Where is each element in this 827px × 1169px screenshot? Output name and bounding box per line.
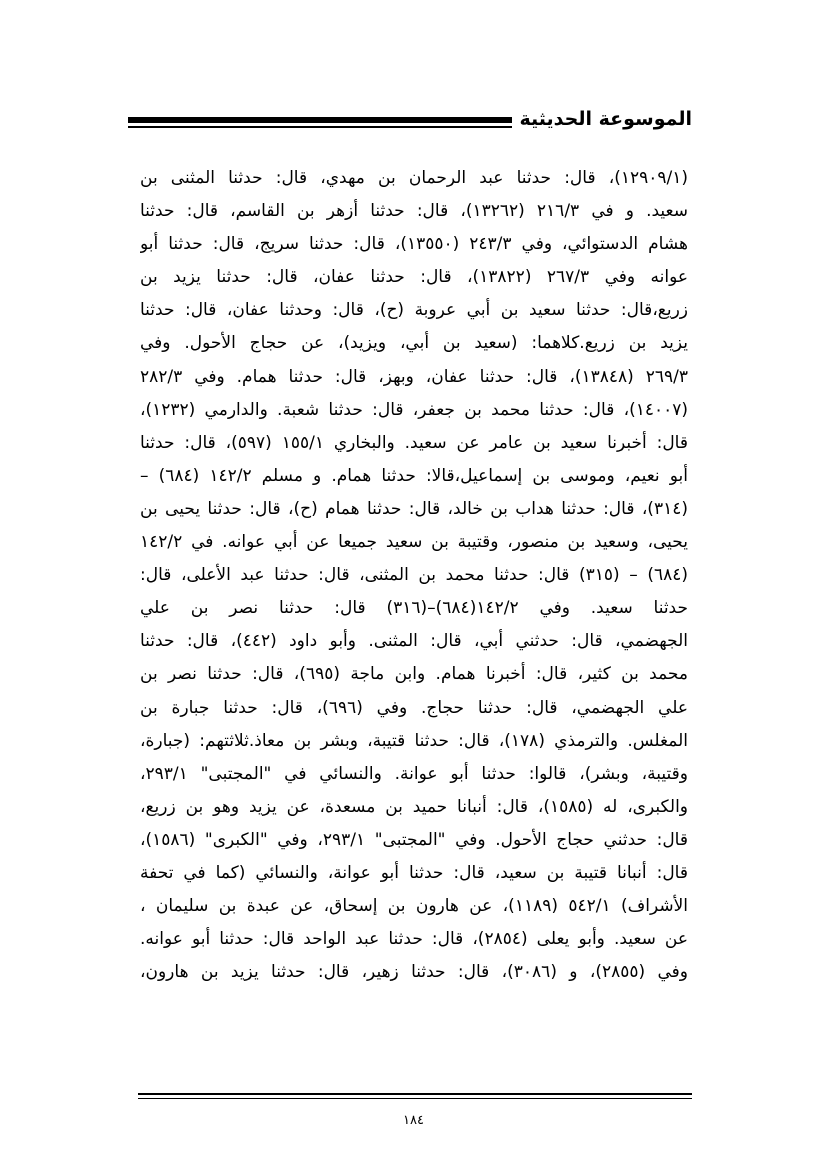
text-line: (٦٨٤) – (٣١٥) قال: حدثنا محمد بن المثنى، قال: حدثنا عبد الأعلى، قال: (140, 565, 688, 586)
text-line: عوانه وفي ٢٦٧/٣ (١٣٨٢٢)، قال: حدثنا عفان، قال: حدثنا يزيد بن (140, 267, 688, 288)
text-line: ٢٦٩/٣ (١٣٨٤٨)، قال: حدثنا عفان، وبهز، قال: حدثنا همام. وفي ٢٨٢/٣ (140, 366, 688, 387)
text-line: قال: حدثني حجاج الأحول. وفي "المجتبى" ٢٩٣/١، وفي "الكبرى" (١٥٨٦)، (140, 829, 688, 850)
page-number: ١٨٤ (403, 1113, 424, 1128)
text-line: قال: أخبرنا سعيد بن عامر عن سعيد. والبخاري ١٥٥/١ (٥٩٧)، قال: حدثنا (140, 432, 688, 453)
text-line: والكبرى، له (١٥٨٥)، قال: أنبانا حميد بن مسعدة، عن يزيد وهو بن زريع، (140, 796, 688, 817)
body-text (140, 162, 688, 989)
text-line: عن سعيد. وأبو يعلى (٢٨٥٤)، قال: حدثنا عبد الواحد قال: حدثنا أبو عوانه. (140, 929, 688, 950)
text-line: يزيد بن زريع.كلاهما: (سعيد بن أبي، ويزيد)، عن حجاج الأحول. وفي (140, 333, 688, 354)
text-line: الأشراف) ٥٤٢/١ (١١٨٩)، عن هارون بن إسحاق، عن عبدة بن سليمان ، (140, 896, 688, 917)
text-line: وفي (٢٨٥٥)، و (٣٠٨٦)، قال: حدثنا زهير، قال: حدثنا يزيد بن هارون، (140, 962, 688, 983)
footer-rule-thin (138, 1098, 692, 1099)
page-header (128, 104, 698, 134)
text-line: محمد بن كثير، قال: أخبرنا همام. وابن ماجة (٦٩٥)، قال: حدثنا نصر بن (140, 664, 688, 685)
text-line: أبو نعيم، وموسى بن إسماعيل،قالا: حدثنا همام. و مسلم ١٤٢/٢ (٦٨٤) – (140, 465, 688, 486)
header-title: الموسوعة الحديثية (519, 108, 692, 130)
text-line: (١٤٠٠٧)، قال: حدثنا محمد بن جعفر، قال: حدثنا شعبة. والدارمي (١٢٣٢)، (140, 399, 688, 420)
footer-rule-thick (138, 1093, 692, 1095)
text-line: يحيى، وسعيد بن منصور، وقتيبة بن سعيد جميعا عن أبي عوانه. في ١٤٢/٢ (140, 532, 688, 553)
text-line: حدثنا سعيد. وفي ١٤٢/٢(٦٨٤)–(٣١٦) قال: حدثنا نصر بن علي (140, 598, 688, 619)
text-line: هشام الدستوائي، وفي ٢٤٣/٣ (١٣٥٥٠)، قال: حدثنا سريج، قال: حدثنا أبو (140, 234, 688, 255)
text-line: (٣١٤)، قال: حدثنا هداب بن خالد، قال: حدثنا همام (ح)، قال: حدثنا يحيى بن (140, 498, 688, 519)
text-line: قال: أنبانا قتيبة بن سعيد، قال: حدثنا أبو عوانة، والنسائي (كما في تحفة (140, 862, 688, 883)
text-line: الجهضمي، قال: حدثني أبي، قال: المثنى. وأبو داود (٤٤٢)، قال: حدثنا (140, 631, 688, 652)
text-line: وقتيبة، وبشر)، قالوا: حدثنا أبو عوانة. والنسائي في "المجتبى" ٢٩٣/١، (140, 763, 688, 784)
text-line: سعيد. و في ٢١٦/٣ (١٣٢٦٢)، قال: حدثنا أزهر بن القاسم، قال: حدثنا (140, 201, 688, 222)
text-line: علي الجهضمي، قال: حدثنا حجاج. وفي (٦٩٦)، قال: حدثنا جبارة بن (140, 697, 688, 718)
text-line: المغلس. والترمذي (١٧٨)، قال: حدثنا قتيبة، وبشر بن معاذ.ثلاثتهم: (جبارة، (140, 730, 688, 751)
text-line: زريع،قال: حدثنا سعيد بن أبي عروبة (ح)، قال: وحدثنا عفان، قال: حدثنا (140, 300, 688, 321)
text-line: (١٢٩٠٩/١)، قال: حدثنا عبد الرحمان بن مهدي، قال: حدثنا المثنى بن (140, 168, 688, 188)
header-title-wrap (512, 104, 699, 134)
